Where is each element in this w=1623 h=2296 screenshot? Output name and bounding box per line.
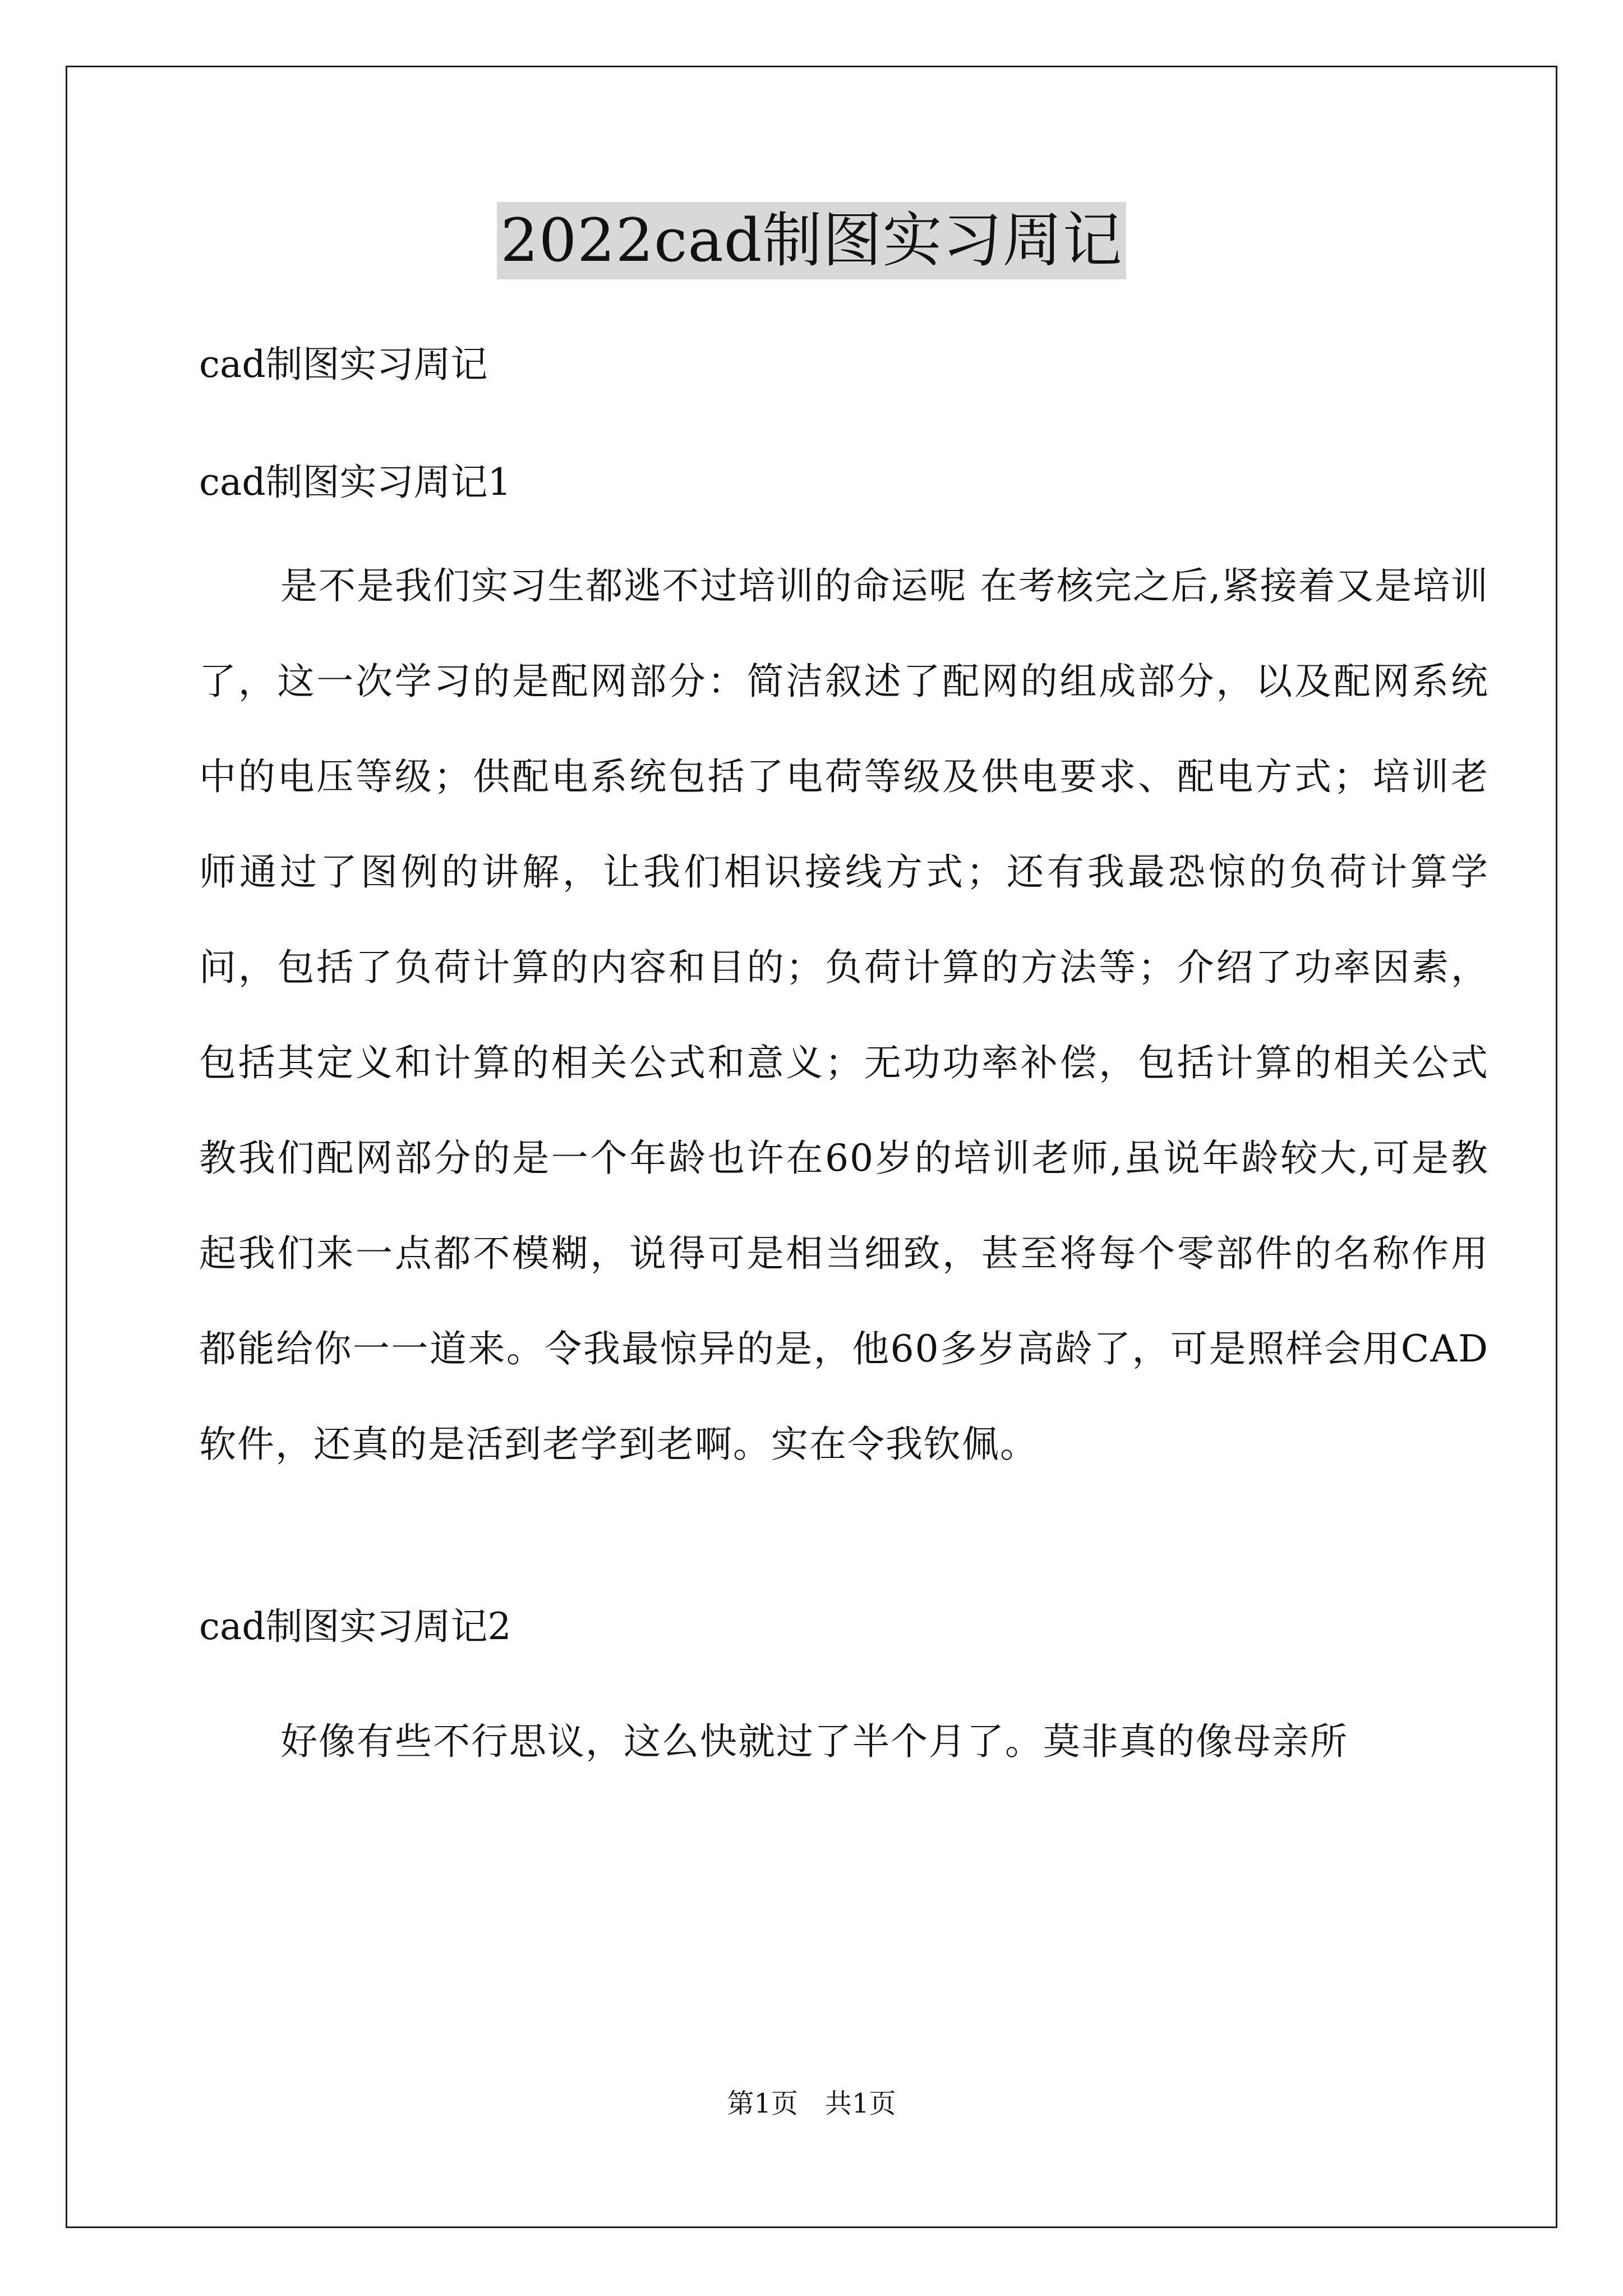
- title-container: [0, 202, 1623, 279]
- document-title: 2022cad制图实习周记: [497, 202, 1126, 279]
- section-2-paragraph: 好像有些不行思议，这么快就过了半个月了。莫非真的像母亲所: [280, 1720, 1348, 1763]
- section-2-heading: cad制图实习周记2: [199, 1605, 511, 1648]
- section-1-paragraph: 是不是我们实习生都逃不过培训的命运呢 在考核完之后,紧接着又是培训了，这一次学习的是配网部分：简洁叙述了配网的组成部分，以及配网系统中的电压等级；供配电系统包括了电荷等级及供电要求、配电方式；培训老师通过了图例的讲解，让我们相识接线方式；还有我最恐惊的负荷计算学问，包括了负荷计算的内容和目的；负荷计算的方法等；介绍了功率因素，包括其定义和计算的相关公式和意义；无功功率补偿，包括计算的相关公式教我们配网部分的是一个年龄也许在60岁的培训老师,虽说年龄较大,可是教起我们来一点都不模糊，说得可是相当细致，甚至将每个零部件的名称作用都能给你一一道来。令我最惊异的是，他60多岁高龄了，可是照样会用CAD软件，还真的是活到老学到老啊。实在令我钦佩。: [199, 564, 1489, 1466]
- main-heading: cad制图实习周记: [199, 343, 488, 386]
- document-body: [199, 337, 1489, 1789]
- section-1-heading: cad制图实习周记1: [199, 461, 511, 504]
- page-footer: 第1页 共1页: [727, 2088, 896, 2119]
